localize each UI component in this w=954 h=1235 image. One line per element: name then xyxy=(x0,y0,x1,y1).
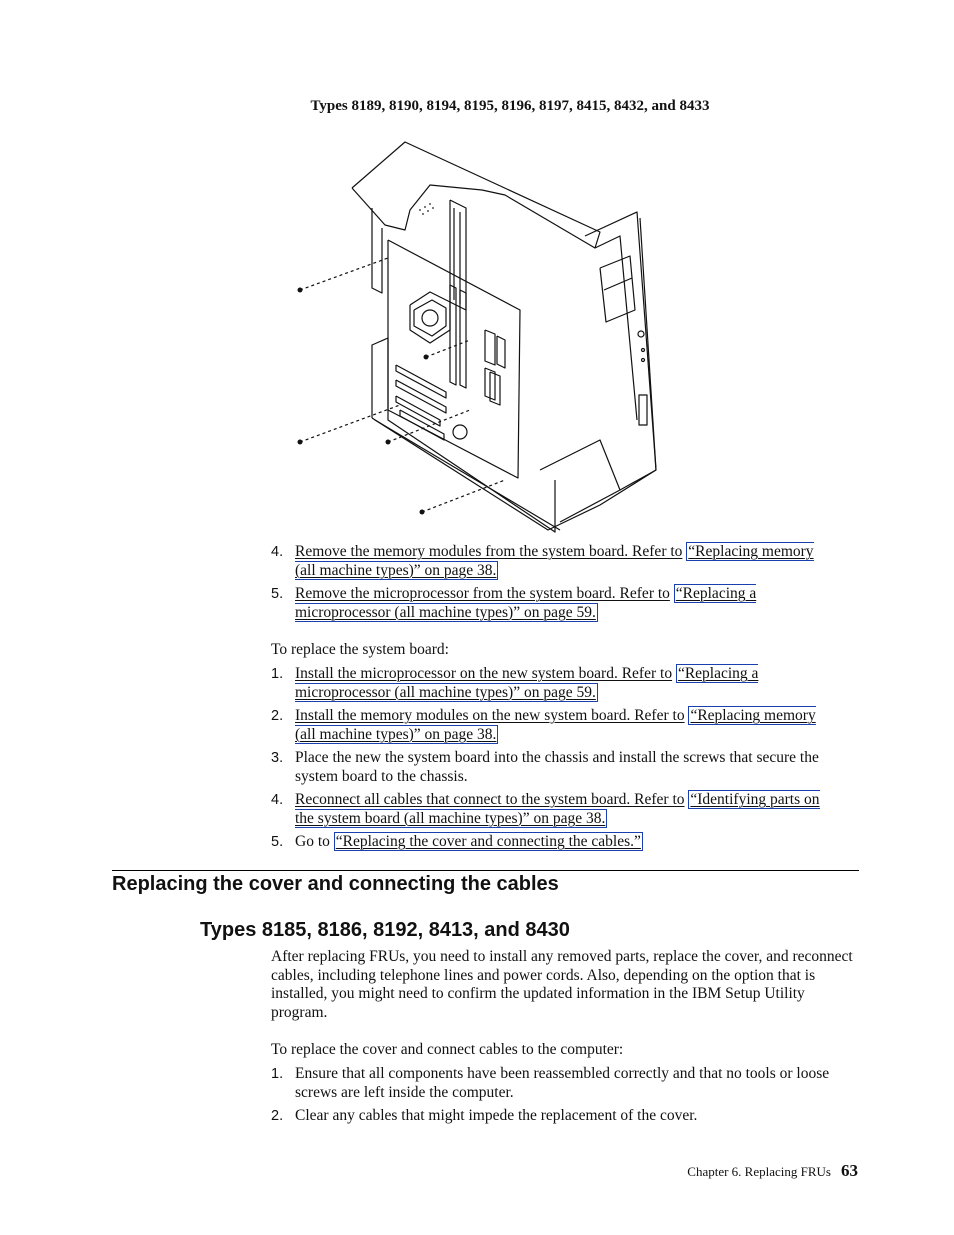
list-item xyxy=(271,1107,851,1126)
replace-intro: To replace the system board: xyxy=(271,641,449,658)
step-number: 5. xyxy=(271,834,284,850)
step-text: Clear any cables that might impede the replacement of the cover. xyxy=(295,1107,698,1124)
step-text: Install the microprocessor on the new system board. Refer to xyxy=(295,665,673,682)
figure-caption: Types 8189, 8190, 8194, 8195, 8196, 8197, 8415, 8432, and 8433 xyxy=(310,98,710,114)
list-item xyxy=(271,833,831,852)
list-item xyxy=(271,665,831,702)
step-number: 5. xyxy=(271,586,284,602)
microprocessor-link[interactable]: “Replacing a microprocessor (all machine types)” on page 59. xyxy=(295,665,759,701)
list-item xyxy=(271,585,831,622)
step-number: 4. xyxy=(271,544,284,560)
page-number: 63 xyxy=(841,1161,858,1180)
memory-link[interactable]: “Replacing memory (all machine types)” on page 38. xyxy=(295,707,816,743)
chapter-label: Chapter 6. Replacing FRUs xyxy=(687,1164,831,1179)
cover-intro: To replace the cover and connect cables to the computer: xyxy=(271,1041,624,1058)
step-number: 4. xyxy=(271,792,284,808)
step-number: 2. xyxy=(271,1108,284,1124)
cover-steps xyxy=(271,1065,851,1126)
step-number: 2. xyxy=(271,708,284,724)
replace-steps xyxy=(271,665,831,852)
list-item xyxy=(271,1065,851,1102)
list-item xyxy=(271,791,831,828)
step-number: 1. xyxy=(271,1066,284,1082)
section-heading: Replacing the cover and connecting the cables xyxy=(112,873,559,895)
list-item xyxy=(271,749,831,786)
step-text: Remove the microprocessor from the system board. Refer to xyxy=(295,585,670,602)
identifying-parts-link[interactable]: “Identifying parts on the system board (all machine types)” on page 38. xyxy=(295,791,820,827)
intro-paragraph: After replacing FRUs, you need to install any removed parts, replace the cover, and reconnect cables, including telephone lines and power cords. Also, depending on the option that is installed, you might need to confirm the updated information in the IBM Setup Utility program. xyxy=(271,948,853,1021)
step-text: Go to xyxy=(295,833,330,850)
step-text: Install the memory modules on the new system board. Refer to xyxy=(295,707,685,724)
system-board-illustration xyxy=(290,128,670,533)
memory-link[interactable]: “Replacing memory (all machine types)” on page 38. xyxy=(295,543,814,579)
replacing-cover-link[interactable]: “Replacing the cover and connecting the cables.” xyxy=(335,833,641,850)
section-divider xyxy=(112,870,859,871)
page-footer xyxy=(687,1161,858,1181)
step-number: 1. xyxy=(271,666,284,682)
list-item xyxy=(271,707,831,744)
step-number: 3. xyxy=(271,750,284,766)
step-text: Place the new the system board into the chassis and install the screws that secure the system board to the chassis. xyxy=(295,749,819,785)
subsection-heading: Types 8185, 8186, 8192, 8413, and 8430 xyxy=(200,919,570,941)
step-text: Ensure that all components have been reassembled correctly and that no tools or loose screws are left inside the computer. xyxy=(295,1065,830,1101)
step-text: Remove the memory modules from the system board. Refer to xyxy=(295,543,683,560)
removal-steps xyxy=(271,543,831,622)
list-item xyxy=(271,543,831,580)
microprocessor-link[interactable]: “Replacing a microprocessor (all machine types)” on page 59. xyxy=(295,585,757,621)
step-text: Reconnect all cables that connect to the system board. Refer to xyxy=(295,791,685,808)
